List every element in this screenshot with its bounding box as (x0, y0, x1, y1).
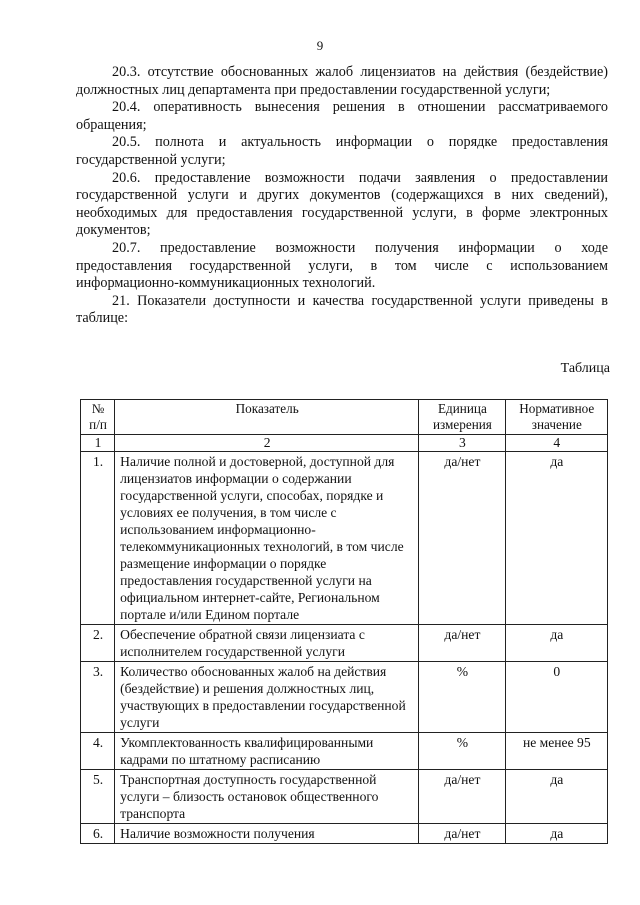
row-unit: % (419, 733, 505, 770)
header-unit: Единица измерения (419, 400, 505, 435)
row-indicator: Транспортная доступность государственной услуги – близость остановок общественного транспорта (115, 770, 419, 824)
row-number: 2. (81, 625, 115, 662)
page-number: 9 (316, 38, 324, 53)
row-number: 1. (81, 452, 115, 625)
row-unit: да/нет (419, 824, 505, 844)
indicators-table (80, 399, 608, 844)
column-number: 4 (505, 435, 607, 452)
table-header-row (81, 400, 608, 435)
table-row (81, 824, 608, 844)
column-number: 3 (419, 435, 505, 452)
paragraph-21: 21. Показатели доступности и качества государственной услуги приведены в таблице: (76, 292, 608, 327)
paragraph-20-6: 20.6. предоставление возможности подачи заявления о предоставлении государственной услуги и других документов (содержащихся в них сведений), необходимых для предоставления государственной услуги, в форме электронных документов; (76, 169, 608, 239)
row-unit: да/нет (419, 625, 505, 662)
table-row (81, 662, 608, 733)
row-norm: да (505, 625, 607, 662)
row-norm: 0 (505, 662, 607, 733)
paragraph-20-7: 20.7. предоставление возможности получения информации о ходе предоставления государственной услуги, в том числе с использованием информационно-коммуникационных технологий. (76, 239, 608, 292)
row-norm: да (505, 452, 607, 625)
header-indicator: Показатель (115, 400, 419, 435)
table-caption: Таблица (560, 361, 610, 376)
table-row (81, 770, 608, 824)
row-indicator: Укомплектованность квалифицированными кадрами по штатному расписанию (115, 733, 419, 770)
row-unit: да/нет (419, 452, 505, 625)
row-norm: да (505, 770, 607, 824)
table-row (81, 733, 608, 770)
body-text (76, 64, 608, 328)
column-numbers-row (81, 435, 608, 452)
paragraph-20-3: 20.3. отсутствие обоснованных жалоб лицензиатов на действия (бездействие) должностных лиц департамента при предоставлении государственной услуги; (76, 64, 608, 98)
table-row (81, 452, 608, 625)
row-number: 6. (81, 824, 115, 844)
table-row (81, 625, 608, 662)
row-number: 5. (81, 770, 115, 824)
column-number: 2 (115, 435, 419, 452)
paragraph-20-5: 20.5. полнота и актуальность информации о порядке предоставления государственной услуги; (76, 134, 608, 168)
row-indicator: Наличие полной и достоверной, доступной для лицензиатов информации о содержании государственной услуги, способах, порядке и условиях ее получения, в том числе с использованием информационно-телекоммуникационных технологий, в том числе размещение информации о порядке предоставления государственной услуги на официальном интернет-сайте, Региональном портале и/или Едином портале (115, 452, 419, 625)
header-norm: Нормативное значение (505, 400, 607, 435)
row-number: 4. (81, 733, 115, 770)
row-norm: да (505, 824, 607, 844)
column-number: 1 (81, 435, 115, 452)
row-unit: % (419, 662, 505, 733)
row-indicator: Обеспечение обратной связи лицензиата с исполнителем государственной услуги (115, 625, 419, 662)
row-number: 3. (81, 662, 115, 733)
row-unit: да/нет (419, 770, 505, 824)
row-norm: не менее 95 (505, 733, 607, 770)
row-indicator: Количество обоснованных жалоб на действия (бездействие) и решения должностных лиц, участвующих в предоставлении государственной услуги (115, 662, 419, 733)
paragraph-20-4: 20.4. оперативность вынесения решения в отношении рассматриваемого обращения; (76, 99, 608, 133)
row-indicator: Наличие возможности получения (115, 824, 419, 844)
header-num: № п/п (81, 400, 115, 435)
